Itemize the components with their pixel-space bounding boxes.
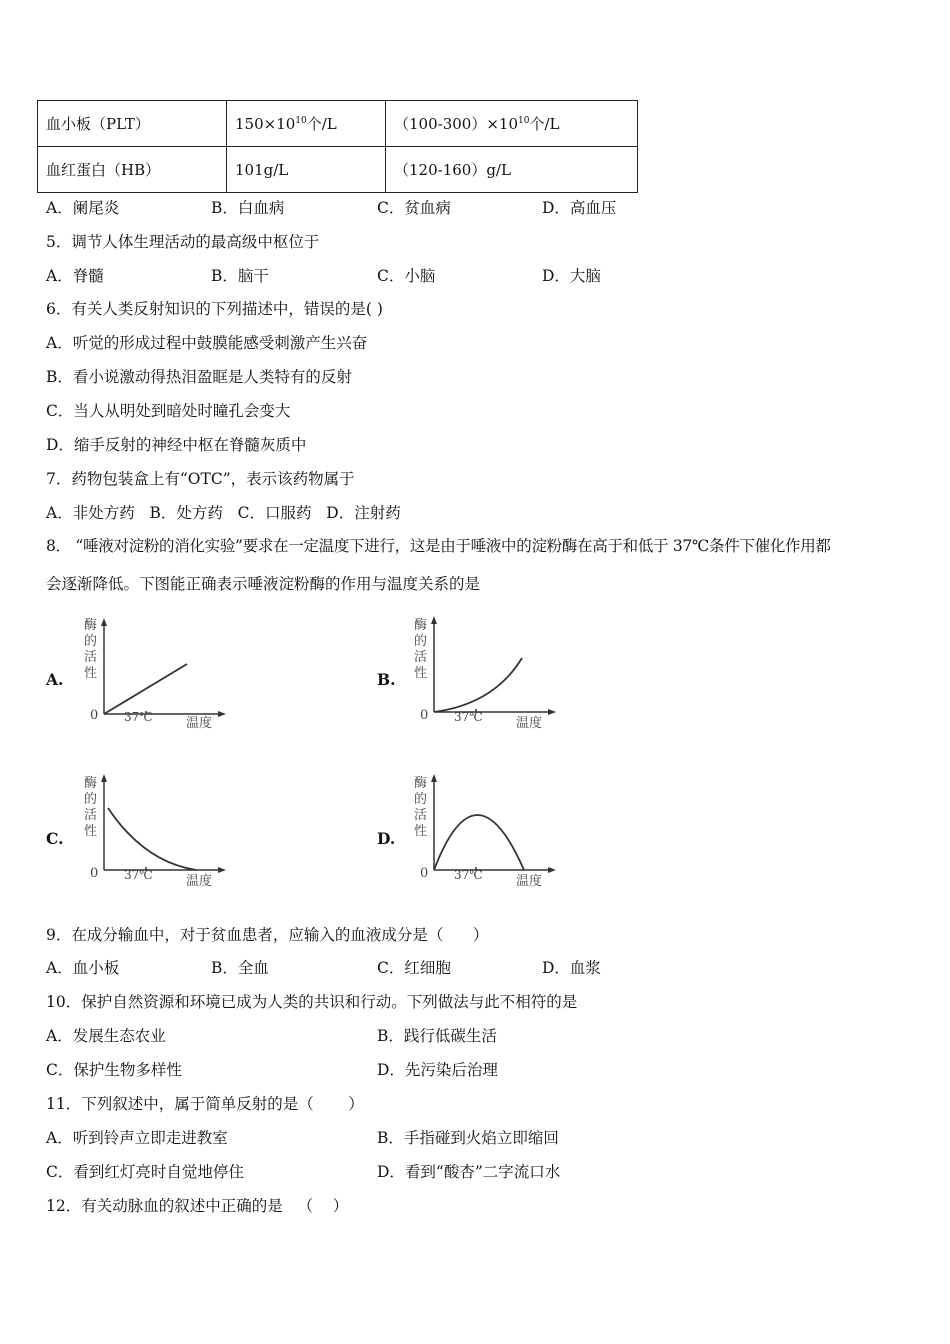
option: A．脊髓 [46, 267, 104, 285]
option: A．血小板 [46, 959, 120, 977]
value: 150×10 [235, 115, 296, 133]
origin-label: 0 [420, 866, 429, 881]
exponent: 10 [295, 116, 307, 126]
question-stem: 6．有关人类反射知识的下列描述中，错误的是( ) [46, 300, 383, 318]
graph-b [414, 614, 564, 744]
option: A．听觉的形成过程中鼓膜能感受刺激产生兴奋 [46, 334, 368, 352]
option: C．保护生物多样性 [46, 1061, 182, 1079]
option: A．听到铃声立即走进教室 [46, 1129, 228, 1147]
option: D．看到“酸杏”二字流口水 [377, 1163, 561, 1181]
graph-label-d: D. [377, 829, 396, 848]
option: C．贫血病 [377, 199, 451, 217]
origin-label: 0 [90, 866, 99, 881]
x-axis-label: 温度 [516, 874, 543, 889]
blood-test-table [37, 100, 638, 193]
option: B．白血病 [211, 199, 285, 217]
option: C．看到红灯亮时自觉地停住 [46, 1163, 244, 1181]
unit: 个/L [306, 115, 337, 133]
graph-c [84, 772, 234, 902]
question-stem: 11．下列叙述中，属于简单反射的是（ ） [46, 1095, 364, 1113]
graph-a [84, 614, 234, 744]
origin-label: 0 [90, 708, 99, 723]
tick-label: 37℃ [124, 868, 153, 882]
option: C．红细胞 [377, 959, 451, 977]
question-stem: 12．有关动脉血的叙述中正确的是 （ ） [46, 1197, 349, 1215]
y-axis-label: 酶的活性 [84, 618, 98, 681]
option: D．先污染后治理 [377, 1061, 498, 1079]
option: B．脑干 [211, 267, 269, 285]
exponent: 10 [518, 116, 530, 126]
cell [386, 101, 638, 147]
option: A．阑尾炎 [46, 199, 120, 217]
y-axis-label: 酶的活性 [414, 776, 428, 839]
graph-d [414, 772, 564, 902]
cell: 血红蛋白（HB） [38, 147, 227, 193]
cell: 101g/L [227, 147, 386, 193]
tick-label: 37℃ [454, 868, 483, 882]
option: D．高血压 [542, 199, 617, 217]
cell: （120-160）g/L [386, 147, 638, 193]
y-axis-label: 酶的活性 [414, 618, 428, 681]
option: B．践行低碳生活 [377, 1027, 497, 1045]
tick-label: 37℃ [454, 710, 483, 724]
x-axis-label: 温度 [186, 716, 213, 731]
graph-label-a: A. [46, 670, 64, 689]
option: B．手指碰到火焰立即缩回 [377, 1129, 559, 1147]
option: C．当人从明处到暗处时瞳孔会变大 [46, 402, 291, 420]
table-row [38, 147, 638, 193]
option: C．小脑 [377, 267, 436, 285]
tick-label: 37℃ [124, 710, 153, 724]
option: D．大脑 [542, 267, 601, 285]
question-stem: 10．保护自然资源和环境已成为人类的共识和行动。下列做法与此不相符的是 [46, 993, 578, 1011]
question-stem: 7．药物包装盒上有“OTC”，表示该药物属于 [46, 470, 355, 488]
question-stem: 会逐渐降低。下图能正确表示唾液淀粉酶的作用与温度关系的是 [46, 575, 481, 593]
cell [227, 101, 386, 147]
option: D．血浆 [542, 959, 601, 977]
option: B．看小说激动得热泪盈眶是人类特有的反射 [46, 368, 352, 386]
y-axis-label: 酶的活性 [84, 776, 98, 839]
question-stem: 9．在成分输血中，对于贫血患者，应输入的血液成分是（ ） [46, 926, 489, 944]
table-row [38, 101, 638, 147]
x-axis-label: 温度 [516, 716, 543, 731]
option: B．全血 [211, 959, 269, 977]
question-stem: 5．调节人体生理活动的最高级中枢位于 [46, 233, 320, 251]
x-axis-label: 温度 [186, 874, 213, 889]
options-line: A．非处方药 B．处方药 C．口服药 D．注射药 [46, 504, 401, 522]
question-stem: 8． “唾液对淀粉的消化实验”要求在一定温度下进行，这是由于唾液中的淀粉酶在高于和低于 37℃条件下催化作用都 [46, 537, 831, 555]
value: （100-300）×10 [394, 115, 518, 133]
option: A．发展生态农业 [46, 1027, 166, 1045]
unit: 个/L [529, 115, 560, 133]
graph-label-c: C. [46, 829, 64, 848]
cell: 血小板（PLT） [38, 101, 227, 147]
origin-label: 0 [420, 708, 429, 723]
option: D．缩手反射的神经中枢在脊髓灰质中 [46, 436, 307, 454]
graph-label-b: B. [377, 670, 396, 689]
